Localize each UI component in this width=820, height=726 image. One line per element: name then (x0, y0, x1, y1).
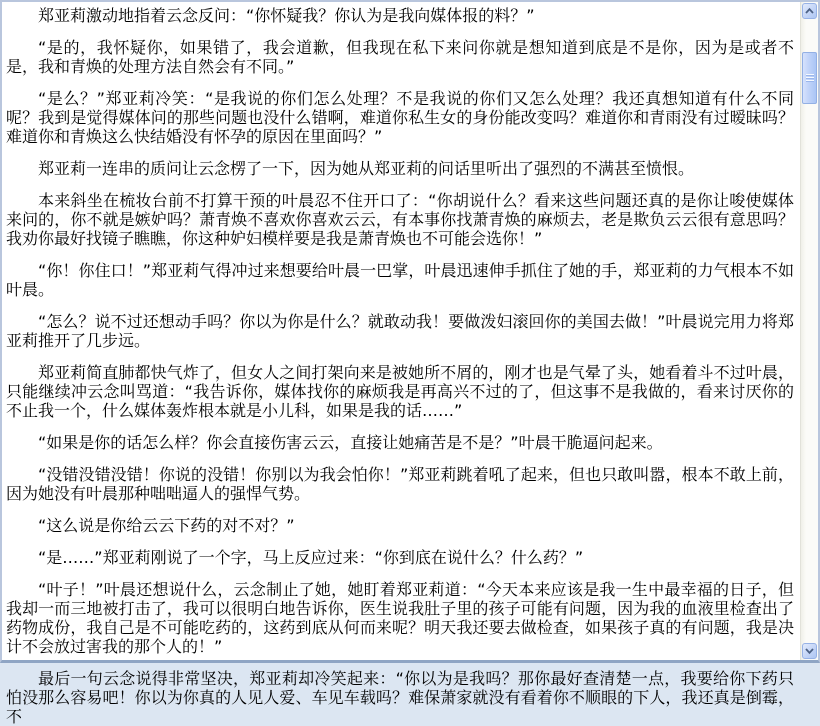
chevron-up-icon (805, 8, 814, 14)
paragraph: “叶子！”叶晨还想说什么，云念制止了她，她盯着郑亚莉道：“今天本来应该是我一生中最幸福的日子，但我却一而三地被打击了，我可以很明白地告诉你，医生说我肚子里的孩子可能有问题，因为我的血液里检查出了药物成份，我自己是不可能吃药的，这药到底从何而来呢？明天我还要去做检查，如果孩子真的有问题，我是决计不会放过害我的那个人的！” (6, 580, 794, 656)
paragraph: “这么说是你给云云下药的对不对？” (38, 516, 295, 535)
chevron-down-icon (805, 648, 814, 654)
scrollbar-track[interactable] (801, 20, 818, 642)
scroll-up-button[interactable] (802, 3, 817, 19)
paragraph: “你！你住口！”郑亚莉气得冲过来想要给叶晨一巴掌，叶晨迅速伸手抓住了她的手，郑亚莉的力气根本不如叶晨。 (6, 261, 794, 299)
paragraph: “怎么？说不过还想动手吗？你以为你是什么？就敢动我！要做泼妇滚回你的美国去做！”叶晨说完用力将郑亚莉推开了几步远。 (6, 312, 794, 350)
paragraph: “是……”郑亚莉刚说了一个字，马上反应过来：“你到底在说什么？什么药？” (38, 548, 584, 567)
paragraph: 本来斜坐在梳妆台前不打算干预的叶晨忍不住开口了：“你胡说什么？看来这些问题还真的是你让唆使媒体来问的，你不就是嫉妒吗？萧青焕不喜欢你喜欢云云，有本事你找萧青焕的麻烦去，老是欺负云云很有意思吗？我劝你最好找镜子瞧瞧，你这种妒妇模样要是我是萧青焕也不可能会选你！” (6, 191, 794, 248)
vertical-scrollbar[interactable] (800, 2, 818, 660)
paragraph: 郑亚莉简直肺都快气炸了，但女人之间打架向来是被她所不屑的，刚才也是气晕了头，她看着斗不过叶晨，只能继续冲云念叫骂道：“我告诉你，媒体找你的麻烦我是再高兴不过的了，但这事不是我做的，看来讨厌你的不止我一个，什么媒体轰炸根本就是小儿科，如果是我的话……” (6, 363, 794, 420)
scroll-down-button[interactable] (802, 643, 817, 659)
scrollbar-grip-icon (806, 74, 814, 82)
paragraph: “如果是你的话怎么样？你会直接伤害云云，直接让她痛苦是不是？”叶晨干脆逼问起来。 (38, 433, 663, 452)
document-text-area (4, 6, 796, 726)
paragraph: 郑亚莉一连串的质问让云念楞了一下，因为她从郑亚莉的问话里听出了强烈的不满甚至愤恨。 (38, 159, 695, 178)
paragraph: “是的，我怀疑你，如果错了，我会道歉，但我现在私下来问你就是想知道到底是不是你，因为是或者不是，我和青焕的处理方法自然会有不同。” (6, 38, 794, 76)
paragraph: 最后一句云念说得非常坚决，郑亚莉却冷笑起来：“你以为是我吗？那你最好查清楚一点，我要给你下药只怕没那么容易吧！你以为你真的人见人爱、车见车载吗？难保萧家就没有看着你不顺眼的下人，我还真是倒霉，不 (6, 669, 794, 726)
scrollbar-thumb[interactable] (802, 52, 817, 104)
paragraph: “没错没错没错！你说的没错！你别以为我会怕你！”郑亚莉跳着吼了起来，但也只敢叫嚣，根本不敢上前，因为她没有叶晨那种咄咄逼人的强悍气势。 (6, 465, 794, 503)
paragraph: “是么？”郑亚莉冷笑：“是我说的你们怎么处理？不是我说的你们又怎么处理？我还真想知道有什么不同呢？我到是觉得媒体问的那些问题也没什么错啊，难道你私生女的身份能改变吗？难道你和青雨没有过暧昧吗？难道你和青焕这么快结婚没有怀孕的原因在里面吗？” (6, 89, 794, 146)
paragraph: 郑亚莉激动地指着云念反问：“你怀疑我？你认为是我向媒体报的料？” (38, 6, 535, 25)
